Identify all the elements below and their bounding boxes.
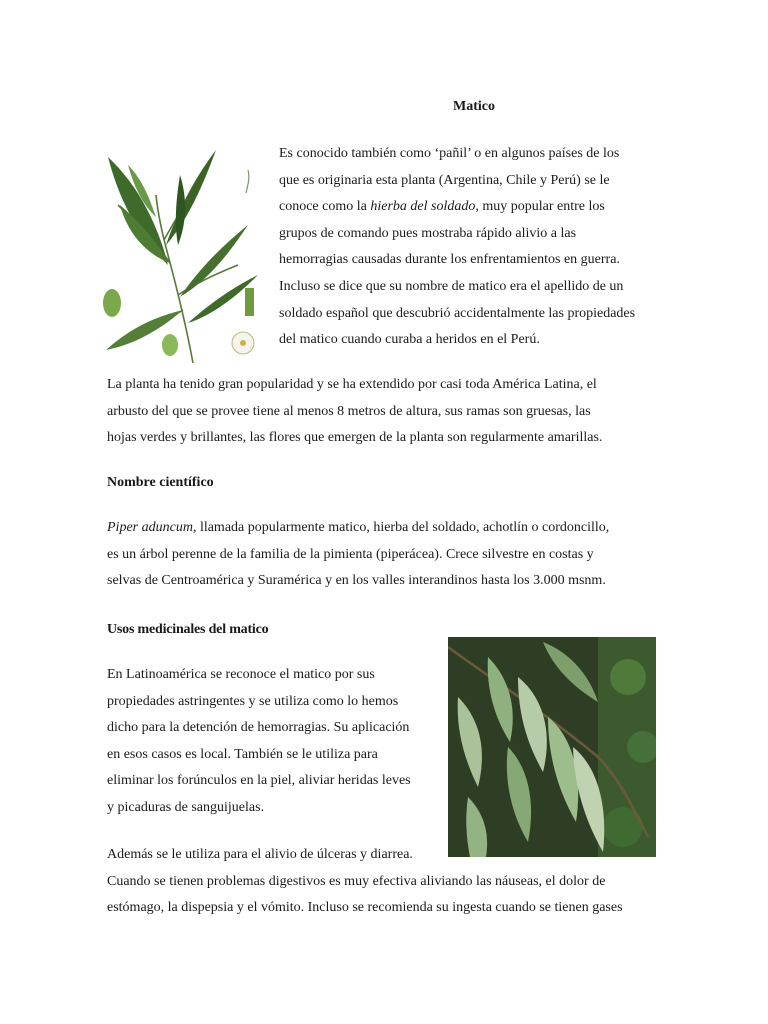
scientific-paragraph: Piper aduncum, llamada popularmente matico, hierba del soldado, achotlín o cordoncillo, es un árbol perenne de la familia de la pimienta (piperácea). Crece silvestre en costas y selvas de Centroamérica y Suramérica y en los valles interandinos hasta los 3.000 msnm. xyxy=(107,520,610,589)
page-title: Matico xyxy=(453,99,495,114)
intro-line: soldado español que descubrió accidentalmente las propiedades xyxy=(279,305,636,321)
intro-line: grupos de comando pues mostraba rápido alivio a las xyxy=(279,225,577,241)
intro-paragraph xyxy=(279,141,679,354)
uses-paragraph: En Latinoamérica se reconoce el matico por sus propiedades astringentes y se utiliza como lo hemos dicho para la detención de hemorragias. Su aplicación en esos casos es local. También se le utiliza para eliminar los forúnculos en la piel, aliviar heridas leves y picaduras de sanguijuelas. xyxy=(107,667,411,815)
intro-line: Incluso se dice que su nombre de matico era el apellido de un xyxy=(279,278,624,294)
additional-uses-paragraph: Además se le utiliza para el alivio de úlceras y diarrea. Cuando se tienen problemas digestivos es muy efectiva aliviando las náuseas, el dolor de estómago, la dispepsia y el vómito. Incluso se recomienda su ingesta cuando se tienen gases xyxy=(107,847,623,916)
species-name: Piper aduncum xyxy=(107,520,193,535)
matico-leaves-photo xyxy=(448,637,656,857)
intro-line: Es conocido también como ‘pañil’ o en algunos países de los xyxy=(279,146,620,161)
botanical-illustration xyxy=(98,145,270,367)
intro-line: que es originaria esta planta (Argentina, Chile y Perú) se le xyxy=(279,172,610,188)
heading-scientific-name: Nombre científico xyxy=(107,475,214,490)
popularity-paragraph: La planta ha tenido gran popularidad y se ha extendido por casi toda América Latina, el arbusto del que se provee tiene al menos 8 metros de altura, sus ramas son gruesas, las hojas verdes y brillantes, las flores que emergen de la planta son regularmente amarillas. xyxy=(107,377,603,446)
intro-line: del matico cuando curaba a heridos en el Perú. xyxy=(279,332,540,348)
intro-line: conoce como la hierba del soldado, muy popular entre los xyxy=(279,199,605,215)
heading-medicinal-uses: Usos medicinales del matico xyxy=(107,622,269,637)
intro-line: hemorragias causadas durante los enfrentamientos en guerra. xyxy=(279,252,620,268)
italic-term: hierba del soldado xyxy=(370,199,476,215)
